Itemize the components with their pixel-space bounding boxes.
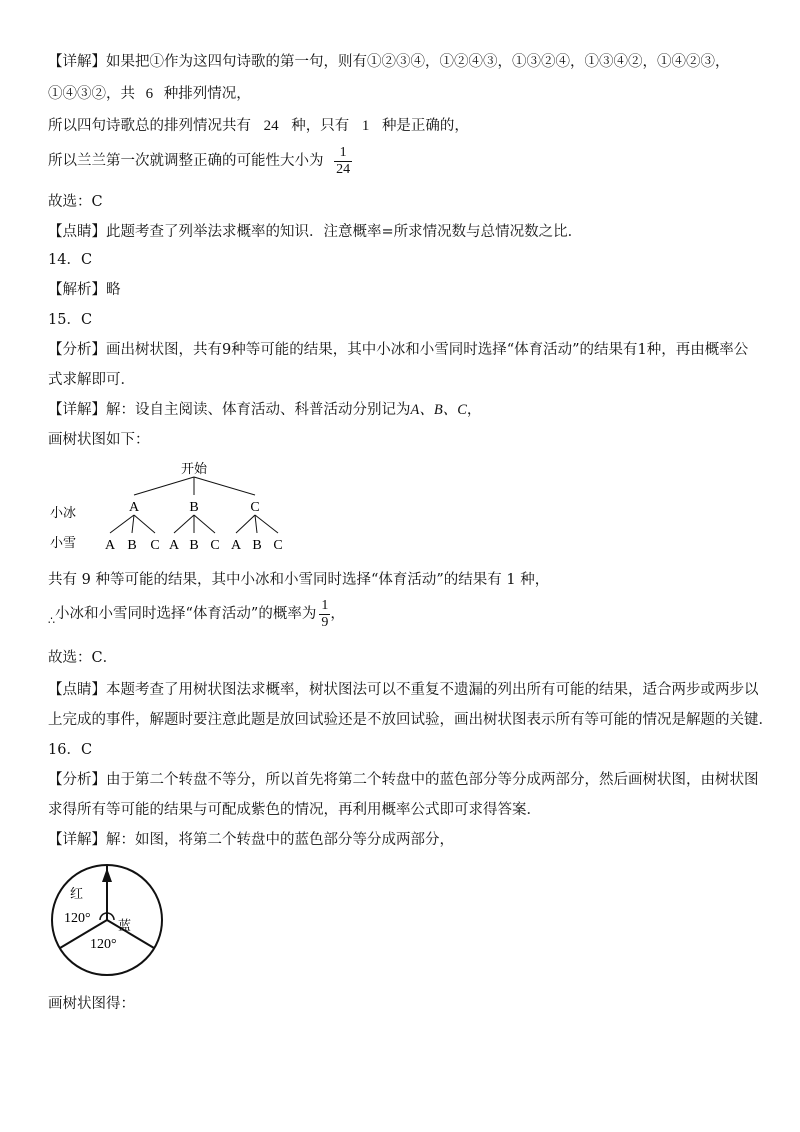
detail-text: 解：如图，将第二个转盘中的蓝色部分等分成两部分， (106, 832, 454, 848)
text: ①④③②，共 (48, 86, 135, 102)
tree-level1-node: A (128, 500, 140, 515)
q16-detail-line-1 (48, 830, 454, 850)
analysis-tag: 【分析】 (48, 772, 106, 788)
tree-root: 开始 (180, 462, 208, 477)
analysis-tag: 【分析】 (48, 342, 106, 358)
spinner-angle-2: 120° (90, 937, 117, 952)
text: 种，只有 (291, 118, 350, 134)
q15-result-line-1: 共有 9 种等可能的结果，其中小冰和小雪同时选择“体育活动”的结果有 1 种， (48, 572, 550, 588)
tree-row2-label: 小雪 (50, 536, 77, 551)
fraction-1-24 (334, 145, 352, 178)
detail-tag: 【详解】 (48, 402, 106, 418)
q15-analysis-line-2: 式求解即可． (48, 372, 135, 388)
text: 种排列情况， (163, 86, 251, 102)
spinner-red-label: 红 (70, 887, 84, 902)
detail-line-1 (48, 52, 730, 72)
detail-line-4 (48, 142, 352, 180)
q15-analysis-line-1 (48, 340, 748, 360)
spinner-diagram (48, 860, 168, 980)
answer-line: 故选：C (48, 194, 103, 210)
analysis-text: 画出树状图，共有9种等可能的结果，其中小冰和小雪同时选择“体育活动”的结果有1种，再由概率公 (106, 342, 749, 358)
q16-analysis-line-1 (48, 770, 759, 790)
tree-level1-node: C (250, 500, 260, 515)
fraction-1-9 (319, 598, 330, 631)
tree-level2-node: C (210, 538, 220, 553)
activity-letters: A、B、C (410, 402, 467, 418)
detail-text: 如果把①作为这四句诗歌的第一句，则有①②③④，①②④③，①③②④，①③④②，①④②③， (106, 54, 730, 70)
question-15-number: 15．C (48, 312, 93, 328)
analysis-text: 由于第二个转盘不等分，所以首先将第二个转盘中的蓝色部分等分成两部分，然后画树状图，由树状图 (106, 772, 759, 788)
spinner-angle-1: 120° (64, 911, 91, 926)
tree-row1-label: 小冰 (50, 506, 77, 521)
analysis-text: 略 (106, 282, 121, 298)
detail-line-2 (48, 84, 251, 104)
tip-tag: 【点睛】 (48, 224, 106, 240)
question-14-analysis (48, 280, 121, 300)
tree-level2-node: C (150, 538, 160, 553)
tree-level2-node: A (230, 538, 242, 553)
fraction-denominator: 9 (321, 614, 329, 630)
tip-text: 此题考查了列举法求概率的知识．注意概率=所求情况数与总情况数之比． (106, 224, 583, 240)
q15-tip-line-1 (48, 680, 759, 700)
fraction-numerator: 1 (339, 144, 347, 160)
count-1: 1 (361, 118, 370, 134)
q16-analysis-line-2: 求得所有等可能的结果与可配成紫色的情况，再利用概率公式即可求得答案． (48, 802, 541, 818)
tip-text: 本题考查了用树状图法求概率，树状图法可以不重复不遗漏的列出所有可能的结果，适合两步或两步以 (106, 682, 759, 698)
text: 所以兰兰第一次就调整正确的可能性大小为 (48, 153, 324, 169)
q15-detail-line-2: 画树状图如下： (48, 432, 150, 448)
tree-level2-node: A (168, 538, 180, 553)
fraction-numerator: 1 (321, 597, 329, 613)
q15-answer: 故选：C． (48, 650, 118, 666)
text: ， (466, 402, 482, 418)
fraction-denominator: 24 (336, 161, 351, 177)
tree-level2-node: B (252, 538, 262, 553)
tree-diagram (40, 455, 320, 565)
spinner-blue-label: 蓝 (118, 919, 132, 934)
detail-tag: 【详解】 (48, 832, 106, 848)
count-6: 6 (145, 86, 154, 102)
text: 所以四句诗歌总的排列情况共有 (48, 118, 251, 134)
question-16-number: 16．C (48, 742, 93, 758)
tree-level1-node: B (189, 500, 199, 515)
tree-level2-node: C (273, 538, 283, 553)
tree-level2-node: B (189, 538, 199, 553)
q15-result-line-2 (48, 596, 345, 639)
q15-tip-line-2: 上完成的事件，解题时要注意此题是放回试验还是不放回试验，画出树状图表示所有等可能的情况是解题的关键． (48, 712, 773, 728)
detail-tag: 【详解】 (48, 54, 106, 70)
tree-level2-node: A (104, 538, 116, 553)
count-24: 24 (263, 118, 279, 134)
therefore-mark: ∴ (48, 614, 55, 627)
text: 小冰和小雪同时选择“体育活动”的概率为 (55, 606, 317, 622)
tip-line (48, 222, 582, 242)
analysis-tag: 【解析】 (48, 282, 106, 298)
question-14-number: 14．C (48, 252, 93, 268)
detail-text: 解：设自主阅读、体育活动、科普活动分别记为 (106, 402, 411, 418)
tree-level2-node: B (127, 538, 137, 553)
text: 种是正确的， (381, 118, 469, 134)
q15-detail-line-1 (48, 400, 481, 420)
q16-last-line: 画树状图得： (48, 996, 135, 1012)
detail-line-3 (48, 116, 469, 136)
text: ， (330, 606, 345, 622)
tip-tag: 【点睛】 (48, 682, 106, 698)
